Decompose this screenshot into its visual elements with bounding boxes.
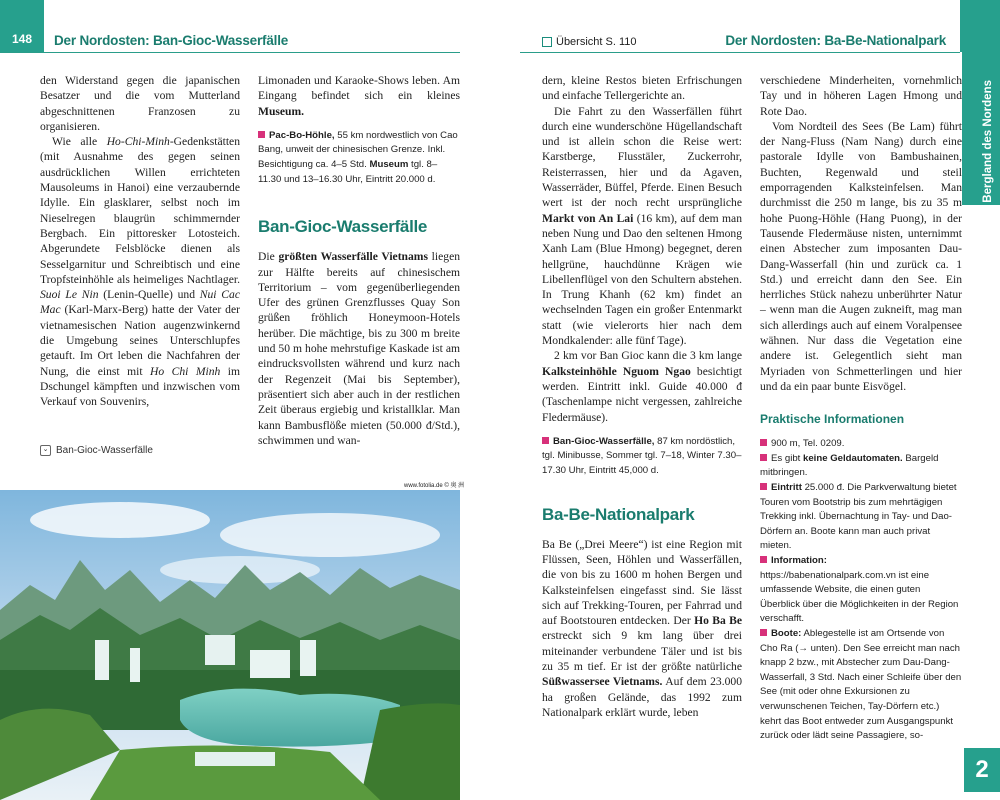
bold-text: Museum. <box>258 104 305 118</box>
chapter-number: 2 <box>964 748 1000 792</box>
chapter-side-tab <box>960 0 1000 800</box>
bold-text: Boote: <box>771 627 802 639</box>
text: (Karl-Marx-Berg) hatte der Vater der vietnamesischen Nation augenzwinkernd die Umgebung seines Unterschlupfes getauft. Im Ort leben die Nachfahren der Nung, die einst mit <box>40 303 240 378</box>
info-item <box>760 627 962 744</box>
left-running-title: Der Nordosten: Ban-Gioc-Wasserfälle <box>54 33 289 48</box>
info-item <box>760 452 962 481</box>
paragraph <box>258 73 460 119</box>
section-heading: Ba-Be-Nationalpark <box>542 504 695 524</box>
text: (Lenin-Quelle) und <box>98 288 200 302</box>
italic-text: Nui Cac Mac <box>40 288 240 317</box>
text: Bargeld mitbringen. <box>760 452 939 479</box>
bold-text: größten Wasserfälle Vietnams <box>278 250 428 264</box>
text: dern, kleine Restos bieten Erfrischungen und einfache Tellergerichte an. <box>542 74 742 103</box>
text: 900 m, Tel. 0209. <box>771 438 845 450</box>
paragraph <box>760 73 962 119</box>
side-tab-strip <box>962 0 1000 205</box>
text: verschiedene Minderheiten, vornehmlich Tay und in höheren Lagen Hmong und Rote Dao. <box>760 74 962 118</box>
text: (16 km), auf dem man neben Nung und Dao den seltenen Hmong Xanh Lam (Blue Hmong) begegnet, deren hellgrüne, hauchdünne Krägen wie Libellenflügel von den Schultern abstehen. In Trung Khanh (62 km) findet an wechselnden Tagen ein großer Entenmarkt statt (wie vielerorts hier nach dem Mondkalender: alle fünf Tage). <box>542 211 742 348</box>
right-column-1 <box>542 73 742 720</box>
text: Die Fahrt zu den Wasserfällen führt durch eine wunderschöne Hügellandschaft und ist allein schon die Reise wert: Karstberge, Flusstäler, Zuckerrohr, Reisterrassen, hier und da Agaven, Wasserräder, Büffel, Pferde. Einen Besuch wert ist der noch recht ursprüngliche <box>542 104 742 210</box>
text: Auf dem 23.000 ha großen Gelände, das 1992 zum Nationalpark erklärt wurde, leben <box>542 675 742 719</box>
text: im Dschungel kämpften und inzwischen vom Verkauf von Souvenirs, <box>40 364 241 409</box>
info-item <box>760 554 962 627</box>
right-running-title: Der Nordosten: Ba-Be-Nationalpark <box>725 33 946 48</box>
paragraph <box>40 134 240 409</box>
side-tab-label: Bergland des Nordens <box>982 80 994 203</box>
page-number-left: 148 <box>0 0 44 52</box>
section-heading: Ban-Gioc-Wasserfälle <box>258 217 428 237</box>
text: Ablegestelle ist am Ortsende von Cho Ra (→ unten). Den See erreicht man nach knapp 2 bzw., mit Abstecher zum Dau-Dang-Wasserfall, 3 Std. Nach einer Schleife über den See (mit oder ohne Exkursionen zu verwunschenen Teichen, Tay-Dörfern etc.) kehrt das Boot entweder zum Ausgangspunkt zurück oder lädt seine Passagiere, so- <box>760 627 962 742</box>
bullet-icon <box>760 483 767 490</box>
italic-text: Ho-Chi-Minh <box>106 135 170 149</box>
bold-text: Information: <box>771 554 827 566</box>
text: besichtigt werden. Eintritt inkl. Guide 40.000 đ (Taschenlampe nicht vergessen, zahlreiche Fledermäuse). <box>542 364 742 424</box>
bold-text: Eintritt <box>771 482 802 494</box>
info-box <box>542 435 742 479</box>
bold-text: Ban-Gioc-Wasserfälle, <box>553 435 655 447</box>
paragraph <box>40 73 240 134</box>
bold-text: Markt von An Lai <box>542 211 634 225</box>
bold-text: Museum <box>369 159 409 171</box>
info-item <box>760 437 962 452</box>
square-icon <box>542 37 552 47</box>
bullet-icon <box>760 556 767 563</box>
waterfall-photo <box>0 490 460 800</box>
left-page <box>0 0 480 800</box>
info-item <box>760 481 962 554</box>
text: den Widerstand gegen die japanischen Besatzer und die vom Mutterland abgeschnittenen Franzosen zu organisieren. <box>40 74 240 133</box>
bold-text: keine Geldautomaten. <box>803 452 903 464</box>
italic-text: Suoi Le Nin <box>40 288 99 302</box>
italic-text: Ho Chi Minh <box>150 364 221 378</box>
right-column-2 <box>760 73 962 744</box>
right-page <box>520 0 1000 800</box>
bold-text: Kalksteinhöhle Nguom Ngao <box>542 364 691 378</box>
paragraph <box>258 249 460 448</box>
bullet-icon <box>760 454 767 461</box>
bold-text: Pac-Bo-Höhle, <box>269 129 335 141</box>
bullet-icon <box>760 629 767 636</box>
text: Es gibt <box>771 452 803 464</box>
text: erstreckt sich 9 km lang über drei miteinander verbundene Täler und ist bis zu 35 m tief. Er ist der größte natürliche <box>542 629 742 673</box>
caption-text: Ban-Gioc-Wasserfälle <box>56 445 153 456</box>
paragraph <box>542 537 742 721</box>
bullet-icon <box>258 131 265 138</box>
bold-text: Ho Ba Be <box>694 614 742 628</box>
paragraph <box>760 119 962 394</box>
left-header <box>0 0 460 53</box>
text: tgl. 8–11.30 und 13–16.30 Uhr, Eintritt 20.000 d. <box>258 159 438 185</box>
text: 87 km nordöstlich, tgl. Minibusse, Sommer tgl. 7–18, Winter 7.30–17.30 Uhr, Eintritt 45,000 d. <box>542 435 742 477</box>
practical-info-heading: Praktische Informationen <box>760 412 905 427</box>
text: Vom Nordteil des Sees (Be Lam) führt der Nang-Fluss (Nam Nang) durch eine pastorale Idylle von Bambushainen, Buchten, Regenwald und steil emporragenden Kalksteinfelsen. Man durchmisst die 250 m lange, bis zu 35 m hohe Puong-Höhle (Hang Puong), in der Tausende Fledermäuse nisten, unternimmt einen Abstecher zum imposanten Dau-Dang-Wasserfall (hin und zurück ca. 1 Std.) und erreicht dann den See. Ein herrliches Stück nahezu unberührter Natur – wenn man die Augen zukneift, mag man sich allerdings auch auf einem Voralpensee wähnen. Nur dass die Vegetation eine andere ist. Gelegentlich sieht man Myriaden von Schmetterlingen und hier und da ein paar bunte Eisvögel. <box>760 119 962 393</box>
bullet-icon <box>542 437 549 444</box>
paragraph <box>542 73 742 104</box>
text: liegen zur Hälfte bereits auf chinesischem Territorium – vom gegenüberliegenden Ufer des grünen Grenzflusses Quay Son grüßen fröhlich Honeymoon-Hotels herüber. Die mächtige, bis zu 300 m breite und 50 m hohe mehrstufige Kaskade ist am eindrucksvollsten während und kurz nach der Regenzeit (Mai bis September), präsentiert sich aber auch in der restlichen Zeit überaus ergiebig und kristallklar. Man kann Bambusflöße mieten (50.000 đ/Std.), schwimmen und wan- <box>258 250 461 447</box>
photo-credit: www.fotolia.de © 奥 洲 <box>404 483 465 489</box>
right-header <box>520 0 960 53</box>
left-column-1 <box>40 73 240 410</box>
text: 55 km nordwestlich von Cao Bang, unweit der chinesischen Grenze. Inkl. Besichtigung ca. 4–5 Std. <box>258 129 458 171</box>
paragraph <box>542 104 742 349</box>
left-column-2 <box>258 73 460 448</box>
chevron-down-icon: ⌄ <box>40 445 51 456</box>
text: Wie alle <box>52 135 107 149</box>
text: 2 km vor Ban Gioc kann die 3 km lange <box>554 349 742 363</box>
text: Limonaden und Karaoke-Shows leben. Am Eingang befindet sich ein kleines <box>258 74 460 103</box>
info-box <box>258 129 460 187</box>
overview-link[interactable] <box>542 36 637 48</box>
bullet-icon <box>760 439 767 446</box>
overview-link-text: Übersicht S. 110 <box>556 36 637 48</box>
text: 25.000 đ. Die Parkverwaltung bietet Touren vom Bootstrip bis zum mehrtägigen Trekking inkl. Übernachtung in Tay- und Dao-Dörfern an. Boote kann man auch privat mieten. <box>760 482 957 552</box>
text: https://babenationalpark.com.vn ist eine umfassende Website, die einen guten Überblick über die Möglichkeiten in der Region verschafft. <box>760 569 959 625</box>
paragraph <box>542 348 742 424</box>
text: Die <box>258 250 279 264</box>
text: Ba Be („Drei Meere“) ist eine Region mit Flüssen, Seen, Höhlen und Wasserfällen, die von bis zu 1600 m hohen Bergen und Kalksteinfelsen eingefasst sind. Sie lässt sich auf Trekking-Touren, per Fahrrad und auf Bootstouren entdecken. Der <box>542 537 742 628</box>
photo-caption <box>40 445 153 456</box>
text: -Gedenkstätten (mit Ausnahme des gegen seinen ausdrücklichen Willen errichteten Mausoleums in Hanoi) eine verzaubernde Idylle. Ein glasklarer, selbst noch im Nieselregen blaugrün schimmernder Bergbach. Ein pittoresker Lotosteich. Abgerundete Felsblöcke dienen als Sesselgarnitur und Schreibtisch und eine Tropfsteinhöhle als heimeliges Nachtlager. <box>40 135 240 286</box>
bold-text: Süßwassersee Vietnams. <box>542 675 663 689</box>
